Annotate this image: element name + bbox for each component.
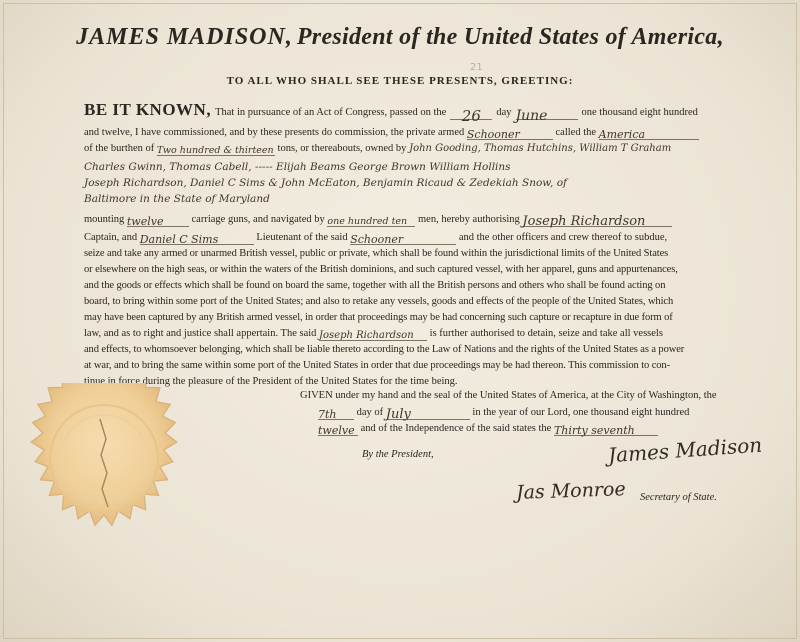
handwritten-owners-line-3: Joseph Richardson, Daniel C Sims & John McEaton, Benjamin Ricaud & Zedekiah Snow, of <box>84 177 567 189</box>
wafer-seal <box>28 383 180 535</box>
body-line-11: may have been captured by any British armed vessel, in order that proceedings may be had concerning such capture or recapture in due form of <box>84 312 673 323</box>
body-line-8: or elsewhere on the high seas, or within the waters of the British dominions, and such captured vessel, with her apparel, guns and appurtenances, <box>84 264 678 275</box>
body-text: of the burthen of <box>84 143 155 154</box>
body-line-13: and effects, to whomsoever belonging, which shall be liable thereto according to the Law of Nations and the rights of the United States as a power <box>84 344 685 355</box>
body-text: called the <box>555 127 597 138</box>
given-line-2 <box>318 405 689 420</box>
vessel-field <box>350 232 456 245</box>
greeting-subtitle: TO ALL WHO SHALL SEE THESE PRESENTS, GREETING: <box>226 75 574 87</box>
body-text: Lieutenant of the said <box>256 232 348 243</box>
given-day-field <box>318 407 354 420</box>
body-text: day of <box>356 407 384 418</box>
body-text: in the year of our Lord, one thousand eight hundred <box>472 407 690 418</box>
handwritten-month: June <box>515 108 548 124</box>
body-line-3 <box>84 141 671 156</box>
secretary-signature: Jas Monroe <box>515 478 626 504</box>
handwritten-vessel-name: America <box>598 128 646 141</box>
body-text: men, hereby authorising <box>418 214 520 225</box>
handwritten-guns: twelve <box>126 215 164 228</box>
body-text: law, and as to right and justice shall appertain. The said <box>84 328 317 339</box>
body-text: tons, or thereabouts, owned by <box>277 143 407 154</box>
handwritten-given-year: twelve <box>318 424 355 437</box>
body-line-15: tinue in force during the pleasure of the President of the United States for the time being. <box>84 376 458 387</box>
vessel-name-field <box>599 127 699 140</box>
handwritten-burthen: Two hundred & thirteen <box>156 145 274 156</box>
vessel-type-field <box>467 127 553 140</box>
body-text: day <box>496 107 512 118</box>
name-field <box>319 328 427 341</box>
handwritten-day: 26 <box>461 107 481 125</box>
body-text: mounting <box>84 214 125 225</box>
body-line-10: board, to bring within some port of the United States; and also to retake any vessels, goods and effects of the people of the United States, which <box>84 296 674 307</box>
given-year-field <box>318 423 358 436</box>
given-month-field <box>386 407 470 420</box>
handwritten-men: one hundred ten <box>327 216 408 227</box>
document-title <box>0 24 800 51</box>
body-text: Captain, and <box>84 232 138 243</box>
title-name: JAMES MADISON, <box>76 24 293 50</box>
handwritten-given-day: 7th <box>318 408 337 421</box>
handwritten-name: Joseph Richardson <box>319 330 414 341</box>
body-text: one thousand eight hundred <box>581 107 698 118</box>
body-text: and of the Independence of the said states the <box>360 423 552 434</box>
handwritten-given-month: July <box>385 407 411 422</box>
body-line-5 <box>84 212 672 227</box>
independence-field <box>554 423 658 436</box>
body-line-9: and the goods or effects which shall be found on board the same, together with all the British persons and others who shall be found acting on <box>84 280 666 291</box>
handwritten-owners: John Gooding, Thomas Hutchins, William T Graham <box>409 143 672 154</box>
body-line-6 <box>84 230 667 245</box>
by-the-president: By the President, <box>362 449 434 460</box>
guns-field <box>127 214 189 227</box>
body-text: and twelve, I have commissioned, and by these presents do commission, the private armed <box>84 127 465 138</box>
body-text: is further authorised to detain, seize and take all vessels <box>429 328 663 339</box>
handwritten-owners-line-4: Baltimore in the State of Maryland <box>84 193 270 205</box>
handwritten-owners-line-2: Charles Gwinn, Thomas Cabell, ----- Elijah Beams George Brown William Hollins <box>84 161 511 173</box>
body-line-14: at war, and to bring the same within some port of the United States in order that due proceedings may be had thereon. This commission to con- <box>84 360 670 371</box>
handwritten-vessel: Schooner <box>350 233 404 246</box>
lieutenant-field <box>140 232 254 245</box>
president-signature: James Madison <box>607 432 763 468</box>
handwritten-independence-year: Thirty seventh <box>553 424 635 437</box>
body-line-7: seize and take any armed or unarmed British vessel, public or private, which shall be found within the jurisdictional limits of the United States <box>84 248 669 259</box>
given-line-1: GIVEN under my hand and the seal of the United States of America, at the City of Washington, the <box>300 390 717 401</box>
handwritten-vessel-type: Schooner <box>466 128 520 141</box>
handwritten-lieutenant: Daniel C Sims <box>139 233 219 246</box>
given-line-3 <box>318 421 658 436</box>
body-text: carriage guns, and navigated by <box>191 214 325 225</box>
body-line-2 <box>84 125 699 140</box>
month-field <box>515 107 578 124</box>
body-line-1 <box>84 100 698 125</box>
title-rest: President of the United States of America, <box>296 24 724 50</box>
captain-field <box>522 214 672 227</box>
body-text: and the other officers and crew thereof to subdue, <box>458 232 668 243</box>
men-field <box>327 214 415 227</box>
be-it-known-heading: BE IT KNOWN, <box>84 100 212 119</box>
body-line-12 <box>84 326 663 341</box>
burthen-field <box>157 143 275 156</box>
body-text: That in pursuance of an Act of Congress, passed on the <box>215 107 447 118</box>
handwritten-captain: Joseph Richardson <box>522 214 646 229</box>
secretary-title: Secretary of State. <box>640 492 717 503</box>
pencil-note: 21 <box>470 62 483 73</box>
day-field <box>450 107 492 125</box>
